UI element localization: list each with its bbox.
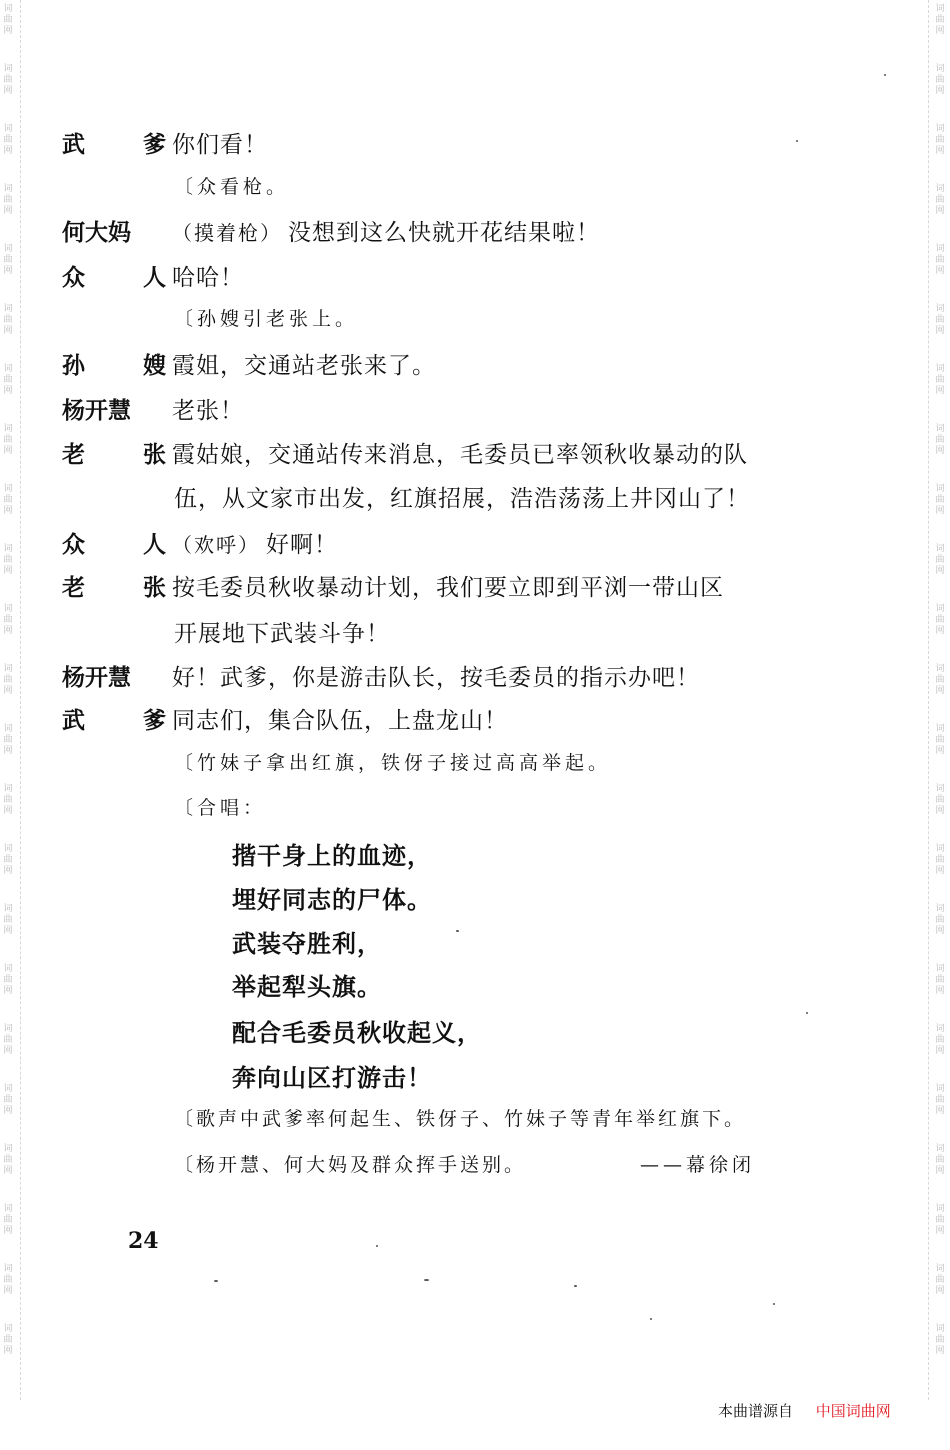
watermark-mark bbox=[935, 480, 944, 540]
watermark-mark bbox=[3, 780, 12, 840]
watermark-mark bbox=[935, 300, 944, 360]
watermark-char: 词 bbox=[935, 1144, 945, 1154]
watermark-char: 词 bbox=[935, 64, 945, 74]
watermark-char: 曲 bbox=[935, 855, 945, 865]
watermark-mark bbox=[3, 1080, 12, 1140]
chorus-heading: 〔合唱： bbox=[174, 797, 267, 819]
watermark-char: 网 bbox=[935, 1046, 945, 1056]
watermark-char: 网 bbox=[3, 206, 13, 216]
watermark-char: 网 bbox=[3, 386, 13, 396]
watermark-char: 词 bbox=[935, 964, 945, 974]
watermark-mark bbox=[935, 1080, 944, 1140]
speech-text: 哈哈！ bbox=[172, 264, 244, 291]
watermark-char: 词 bbox=[3, 1144, 13, 1154]
watermark-char: 网 bbox=[3, 806, 13, 816]
watermark-char: 词 bbox=[935, 124, 945, 134]
watermark-mark bbox=[3, 1140, 12, 1200]
watermark-char: 网 bbox=[3, 986, 13, 996]
watermark-mark bbox=[3, 240, 12, 300]
watermark-char: 词 bbox=[935, 664, 945, 674]
left-border-line bbox=[20, 0, 21, 1400]
watermark-char: 词 bbox=[935, 184, 945, 194]
speech-text: 老张！ bbox=[172, 397, 244, 424]
watermark-char: 网 bbox=[3, 1286, 13, 1296]
watermark-char: 网 bbox=[3, 446, 13, 456]
watermark-mark bbox=[935, 120, 944, 180]
speaker-name: 武 爹 bbox=[62, 707, 166, 734]
watermark-char: 曲 bbox=[3, 15, 13, 25]
watermark-char: 词 bbox=[935, 844, 945, 854]
watermark-mark bbox=[935, 660, 944, 720]
watermark-char: 网 bbox=[935, 866, 945, 876]
watermark-char: 网 bbox=[3, 86, 13, 96]
watermark-char: 词 bbox=[3, 424, 13, 434]
watermark-mark bbox=[935, 60, 944, 120]
scan-speck bbox=[214, 1280, 218, 1282]
watermark-mark bbox=[3, 1020, 12, 1080]
watermark-char: 网 bbox=[935, 566, 945, 576]
lyric-line: 埋好同志的尸体。 bbox=[232, 885, 432, 914]
watermark-char: 词 bbox=[935, 604, 945, 614]
speech-text: 你们看！ bbox=[172, 131, 268, 158]
watermark-char: 曲 bbox=[935, 975, 945, 985]
watermark-char: 词 bbox=[3, 184, 13, 194]
watermark-char: 曲 bbox=[3, 195, 13, 205]
source-credit bbox=[718, 1400, 891, 1421]
dialogue-line bbox=[62, 432, 748, 472]
watermark-char: 曲 bbox=[3, 75, 13, 85]
curtain-note: ——幕徐闭 bbox=[640, 1154, 756, 1176]
speech-continuation: 开展地下武装斗争！ bbox=[174, 621, 390, 647]
watermark-mark bbox=[3, 480, 12, 540]
watermark-char: 曲 bbox=[935, 1275, 945, 1285]
watermark-mark bbox=[935, 780, 944, 840]
speech-text: （欢呼） 好啊！ bbox=[172, 531, 338, 558]
watermark-char: 曲 bbox=[935, 15, 945, 25]
watermark-char: 网 bbox=[935, 1106, 945, 1116]
watermark-char: 网 bbox=[3, 1226, 13, 1236]
watermark-char: 曲 bbox=[935, 195, 945, 205]
watermark-char: 网 bbox=[935, 86, 945, 96]
watermark-mark bbox=[935, 1260, 944, 1320]
watermark-char: 曲 bbox=[935, 1035, 945, 1045]
dialogue-line bbox=[62, 698, 508, 738]
watermark-mark bbox=[935, 600, 944, 660]
watermark-char: 词 bbox=[935, 1264, 945, 1274]
watermark-mark bbox=[3, 0, 12, 60]
scan-speck bbox=[773, 1303, 775, 1305]
watermark-char: 曲 bbox=[935, 315, 945, 325]
watermark-char: 网 bbox=[935, 1286, 945, 1296]
scan-speck bbox=[376, 1245, 378, 1247]
watermark-char: 曲 bbox=[935, 375, 945, 385]
watermark-char: 词 bbox=[3, 604, 13, 614]
stage-direction: 〔杨开慧、何大妈及群众挥手送别。 bbox=[174, 1154, 527, 1176]
watermark-char: 网 bbox=[3, 866, 13, 876]
watermark-char: 词 bbox=[3, 964, 13, 974]
speech-text: 按毛委员秋收暴动计划，我们要立即到平浏一带山区 bbox=[172, 574, 724, 601]
dialogue-line bbox=[62, 343, 436, 383]
scan-speck bbox=[574, 1285, 577, 1287]
source-site-link[interactable]: 中国词曲网 bbox=[815, 1402, 891, 1420]
watermark-char: 词 bbox=[935, 364, 945, 374]
watermark-char: 词 bbox=[3, 1084, 13, 1094]
watermark-char: 网 bbox=[935, 446, 945, 456]
watermark-mark bbox=[3, 120, 12, 180]
watermark-mark bbox=[3, 180, 12, 240]
scan-speck bbox=[796, 140, 798, 142]
lyric-line: 武装夺胜利， bbox=[232, 929, 382, 958]
watermark-char: 网 bbox=[935, 986, 945, 996]
speaker-name: 武 爹 bbox=[62, 131, 166, 158]
speaker-name: 老 张 bbox=[62, 574, 166, 601]
watermark-char: 词 bbox=[935, 544, 945, 554]
watermark-char: 词 bbox=[3, 304, 13, 314]
watermark-mark bbox=[3, 1260, 12, 1320]
watermark-char: 曲 bbox=[3, 1275, 13, 1285]
speaker-name: 孙 嫂 bbox=[62, 352, 166, 379]
watermark-char: 网 bbox=[935, 746, 945, 756]
watermark-mark bbox=[935, 240, 944, 300]
watermark-char: 网 bbox=[935, 386, 945, 396]
watermark-char: 网 bbox=[935, 926, 945, 936]
watermark-mark bbox=[935, 720, 944, 780]
watermark-mark bbox=[3, 360, 12, 420]
watermark-mark bbox=[935, 1320, 944, 1380]
watermark-char: 曲 bbox=[935, 435, 945, 445]
watermark-char: 词 bbox=[935, 904, 945, 914]
watermark-char: 词 bbox=[3, 904, 13, 914]
stage-direction: 〔竹妹子拿出红旗，铁伢子接过高高举起。 bbox=[174, 752, 612, 774]
dialogue-line bbox=[62, 565, 724, 605]
watermark-char: 词 bbox=[935, 724, 945, 734]
watermark-char: 曲 bbox=[3, 1215, 13, 1225]
watermark-char: 词 bbox=[935, 4, 945, 14]
watermark-char: 曲 bbox=[935, 795, 945, 805]
right-border-line bbox=[928, 0, 929, 1400]
watermark-char: 曲 bbox=[935, 675, 945, 685]
watermark-char: 网 bbox=[3, 626, 13, 636]
speaker-name: 杨开慧 bbox=[62, 397, 131, 424]
watermark-char: 曲 bbox=[935, 255, 945, 265]
watermark-char: 曲 bbox=[935, 735, 945, 745]
watermark-char: 网 bbox=[3, 746, 13, 756]
watermark-mark bbox=[3, 840, 12, 900]
watermark-char: 网 bbox=[935, 26, 945, 36]
speech-text: 霞姐，交通站老张来了。 bbox=[172, 352, 436, 379]
watermark-char: 曲 bbox=[3, 735, 13, 745]
watermark-char: 曲 bbox=[3, 855, 13, 865]
watermark-char: 网 bbox=[3, 1046, 13, 1056]
speech-continuation: 伍，从文家市出发，红旗招展，浩浩荡荡上井冈山了！ bbox=[174, 486, 750, 512]
speech-text: 霞姑娘，交通站传来消息，毛委员已率领秋收暴动的队 bbox=[172, 441, 748, 468]
watermark-char: 网 bbox=[3, 686, 13, 696]
watermark-char: 曲 bbox=[3, 555, 13, 565]
watermark-mark bbox=[3, 600, 12, 660]
watermark-char: 词 bbox=[3, 484, 13, 494]
watermark-char: 曲 bbox=[935, 495, 945, 505]
lyric-line: 揩干身上的血迹， bbox=[232, 841, 432, 870]
stage-direction: 〔孙嫂引老张上。 bbox=[174, 308, 359, 330]
speaker-name: 杨开慧 bbox=[62, 664, 131, 691]
watermark-mark bbox=[935, 840, 944, 900]
dialogue-line bbox=[62, 655, 700, 695]
watermark-char: 网 bbox=[935, 326, 945, 336]
scan-speck bbox=[456, 930, 459, 932]
watermark-mark bbox=[3, 900, 12, 960]
watermark-mark bbox=[935, 1140, 944, 1200]
watermark-char: 网 bbox=[935, 266, 945, 276]
speaker-name: 何大妈 bbox=[62, 219, 131, 246]
watermark-char: 词 bbox=[3, 4, 13, 14]
watermark-char: 曲 bbox=[3, 1095, 13, 1105]
watermark-mark bbox=[3, 540, 12, 600]
watermark-mark bbox=[935, 180, 944, 240]
watermark-mark bbox=[935, 0, 944, 60]
stage-direction: 〔歌声中武爹率何起生、铁伢子、竹妹子等青年举红旗下。 bbox=[174, 1108, 747, 1130]
left-watermark-column bbox=[0, 0, 16, 1400]
watermark-char: 曲 bbox=[3, 495, 13, 505]
watermark-char: 词 bbox=[3, 64, 13, 74]
watermark-char: 曲 bbox=[3, 435, 13, 445]
watermark-char: 曲 bbox=[935, 75, 945, 85]
speaker-name: 众 人 bbox=[62, 264, 166, 291]
watermark-char: 曲 bbox=[935, 615, 945, 625]
lyric-line: 配合毛委员秋收起义， bbox=[232, 1018, 482, 1047]
watermark-char: 词 bbox=[3, 784, 13, 794]
dialogue-line bbox=[62, 388, 244, 428]
watermark-char: 词 bbox=[935, 1324, 945, 1334]
watermark-char: 曲 bbox=[3, 675, 13, 685]
dialogue-line bbox=[62, 522, 338, 562]
watermark-char: 曲 bbox=[935, 555, 945, 565]
watermark-mark bbox=[3, 1320, 12, 1380]
watermark-mark bbox=[935, 1200, 944, 1260]
watermark-char: 网 bbox=[935, 1226, 945, 1236]
watermark-char: 网 bbox=[935, 1166, 945, 1176]
watermark-char: 网 bbox=[3, 1106, 13, 1116]
watermark-char: 曲 bbox=[3, 255, 13, 265]
stage-direction: 〔众看枪。 bbox=[174, 176, 290, 198]
watermark-char: 曲 bbox=[3, 315, 13, 325]
speech-text: （摸着枪） 没想到这么快就开花结果啦！ bbox=[172, 219, 600, 246]
watermark-mark bbox=[3, 420, 12, 480]
watermark-mark bbox=[3, 300, 12, 360]
scan-speck bbox=[424, 1279, 429, 1281]
watermark-char: 曲 bbox=[3, 135, 13, 145]
watermark-char: 网 bbox=[935, 806, 945, 816]
lyric-line: 举起犁头旗。 bbox=[232, 972, 382, 1001]
watermark-char: 词 bbox=[3, 1204, 13, 1214]
watermark-char: 词 bbox=[3, 1264, 13, 1274]
watermark-char: 词 bbox=[3, 244, 13, 254]
watermark-char: 网 bbox=[935, 1346, 945, 1356]
watermark-char: 词 bbox=[3, 724, 13, 734]
watermark-char: 词 bbox=[3, 664, 13, 674]
watermark-char: 网 bbox=[935, 626, 945, 636]
watermark-char: 网 bbox=[3, 566, 13, 576]
watermark-char: 词 bbox=[3, 1024, 13, 1034]
watermark-mark bbox=[935, 420, 944, 480]
watermark-char: 网 bbox=[935, 206, 945, 216]
action-parenthetical: （欢呼） bbox=[172, 532, 260, 557]
watermark-mark bbox=[3, 1200, 12, 1260]
speaker-name: 众 人 bbox=[62, 531, 166, 558]
scan-speck bbox=[650, 1318, 652, 1320]
watermark-char: 网 bbox=[935, 686, 945, 696]
dialogue-line bbox=[62, 255, 244, 295]
watermark-char: 曲 bbox=[3, 1035, 13, 1045]
action-parenthetical: （摸着枪） bbox=[172, 220, 282, 245]
watermark-char: 词 bbox=[3, 364, 13, 374]
lyric-line: 奔向山区打游击！ bbox=[232, 1063, 432, 1092]
watermark-mark bbox=[3, 960, 12, 1020]
source-label: 本曲谱源自 bbox=[718, 1402, 794, 1420]
watermark-char: 词 bbox=[935, 424, 945, 434]
dialogue-line bbox=[62, 210, 600, 250]
watermark-char: 网 bbox=[3, 146, 13, 156]
watermark-char: 曲 bbox=[3, 375, 13, 385]
watermark-char: 网 bbox=[3, 1346, 13, 1356]
scan-speck bbox=[806, 1012, 808, 1014]
watermark-char: 曲 bbox=[3, 1155, 13, 1165]
watermark-char: 曲 bbox=[935, 1095, 945, 1105]
watermark-char: 网 bbox=[3, 926, 13, 936]
watermark-char: 曲 bbox=[3, 975, 13, 985]
watermark-char: 曲 bbox=[935, 135, 945, 145]
watermark-char: 词 bbox=[935, 784, 945, 794]
watermark-char: 曲 bbox=[935, 1335, 945, 1345]
watermark-mark bbox=[935, 1020, 944, 1080]
page-number: 24 bbox=[128, 1228, 159, 1254]
dialogue-line bbox=[62, 122, 268, 162]
watermark-char: 曲 bbox=[3, 615, 13, 625]
watermark-char: 网 bbox=[3, 26, 13, 36]
watermark-mark bbox=[3, 720, 12, 780]
watermark-char: 词 bbox=[935, 304, 945, 314]
watermark-mark bbox=[935, 360, 944, 420]
watermark-char: 曲 bbox=[935, 1155, 945, 1165]
watermark-char: 词 bbox=[935, 1024, 945, 1034]
watermark-char: 词 bbox=[935, 1204, 945, 1214]
watermark-char: 曲 bbox=[935, 915, 945, 925]
watermark-char: 曲 bbox=[935, 1215, 945, 1225]
watermark-char: 词 bbox=[935, 484, 945, 494]
watermark-char: 词 bbox=[3, 544, 13, 554]
watermark-mark bbox=[3, 660, 12, 720]
watermark-char: 网 bbox=[3, 326, 13, 336]
watermark-char: 词 bbox=[3, 124, 13, 134]
watermark-char: 网 bbox=[3, 506, 13, 516]
watermark-mark bbox=[935, 540, 944, 600]
watermark-char: 网 bbox=[935, 146, 945, 156]
watermark-char: 词 bbox=[935, 1084, 945, 1094]
watermark-char: 曲 bbox=[3, 1335, 13, 1345]
watermark-mark bbox=[935, 900, 944, 960]
watermark-char: 网 bbox=[3, 266, 13, 276]
watermark-char: 曲 bbox=[3, 795, 13, 805]
watermark-char: 曲 bbox=[3, 915, 13, 925]
speech-text: 同志们，集合队伍，上盘龙山！ bbox=[172, 707, 508, 734]
scan-speck bbox=[884, 74, 886, 76]
watermark-char: 词 bbox=[935, 244, 945, 254]
speech-text: 好！武爹，你是游击队长，按毛委员的指示办吧！ bbox=[172, 664, 700, 691]
watermark-char: 网 bbox=[3, 1166, 13, 1176]
watermark-mark bbox=[3, 60, 12, 120]
speaker-name: 老 张 bbox=[62, 441, 166, 468]
right-watermark-column bbox=[932, 0, 948, 1400]
watermark-char: 网 bbox=[935, 506, 945, 516]
watermark-char: 词 bbox=[3, 844, 13, 854]
watermark-char: 词 bbox=[3, 1324, 13, 1334]
watermark-mark bbox=[935, 960, 944, 1020]
